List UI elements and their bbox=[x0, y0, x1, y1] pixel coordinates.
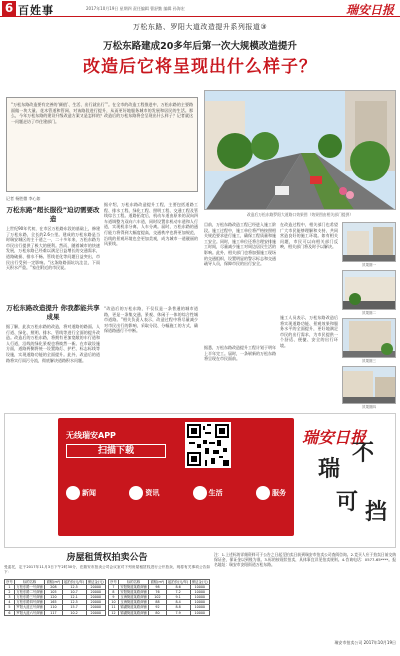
table-row: 7 安阳街道某路商铺 98 8.6 10000 bbox=[109, 585, 210, 590]
table-header-row: 序号 标的名称 面积(m²) 起拍价(元/年) 保证金(元) bbox=[6, 580, 104, 584]
feature-info[interactable]: 资讯 bbox=[129, 486, 159, 500]
table-row: 12 锦湖街道某路商铺 80 7.9 10000 bbox=[109, 610, 210, 615]
intro-box bbox=[6, 97, 198, 192]
auction-intro: 受委托，定于2017年11月3日下午2时30分，在瑞安市拍卖公司会议室对下列房屋租赁权进行公开拍卖，现将有关事项公告如下： bbox=[4, 565, 210, 574]
subtitle: 万松东路建成20多年后第一次大规模改造提升 bbox=[103, 41, 297, 52]
table-row: 10 玉海街道某路商铺 88 8.4 10000 bbox=[109, 600, 210, 605]
auction-table-right bbox=[108, 579, 210, 616]
table-row: 9 玉海街道某路商铺 102 9.1 10000 bbox=[109, 595, 210, 600]
auction-notice bbox=[4, 550, 210, 652]
series-title: 万松东路、罗阳大道改造提升系列报道③ bbox=[132, 23, 268, 31]
thumbnail-caption-4: 效果图四 bbox=[362, 405, 376, 409]
section-title: 百姓事 bbox=[18, 4, 54, 17]
article-column-3 bbox=[204, 222, 276, 407]
column-1-paragraph-2: 据了解，此次万松东路的改造，将对道路的路面、人行道、绿化、照明、排水、管线等进行全面的提升改造。改造后的万松东路，将拥有更加宽敞的车行道和人行道，沿线的绿化景观也将焕然一新。在市政设施方面，道路两侧将统一设置路灯、护栏、标志标线等设施，实现道路功能的全面提升。此外，改造后的道路将实行雨污分流，彻底解决道路积水问题。 bbox=[6, 324, 100, 363]
section-heading-2: 万松东路改造提升 你我都能共享成果 bbox=[6, 304, 100, 321]
slogan-char-2: 不 bbox=[352, 441, 375, 466]
scan-download-button[interactable]: 扫描下载 bbox=[66, 444, 166, 458]
auction-footer: 瑞安市拍卖公司 2017年10月19日 bbox=[334, 640, 396, 645]
main-title: 改造后它将呈现出什么样子？ bbox=[83, 57, 317, 77]
thumbnail-image-4 bbox=[342, 366, 396, 404]
column-2-paragraph-2: “改造后的万松东路，不仅仅是一条普通的城市道路，更是一条集交通、景观、休闲于一体的综合性城市道路。”相关负责人表示，改造过程中将尽量减少对市民出行的影响，采取分段、分幅施工的方式，确保道路通行不中断。 bbox=[104, 306, 198, 334]
table-row: 4 万松东路四号商铺 165 12.5 20000 bbox=[5, 600, 106, 605]
table-row: 6 罗阳大道六号商铺 117 10.2 20000 bbox=[5, 610, 106, 615]
thumbnail-caption-3: 效果图三 bbox=[362, 359, 376, 363]
thumbnail-caption-2: 效果图二 bbox=[362, 311, 376, 315]
thumbnail-image-2 bbox=[342, 270, 396, 310]
photo-caption: 改造后万松东路罗阳大道路口效果图（效果图由相关部门提供） bbox=[246, 212, 354, 217]
slogan-char-4: 挡 bbox=[365, 500, 388, 525]
section-heading-1: 万松东路“超长服役”迫切需要改造 bbox=[6, 206, 100, 223]
table-row: 5 罗阳大道五号商铺 110 15.7 20000 bbox=[5, 605, 106, 610]
thumbnail-image-3 bbox=[342, 318, 396, 358]
byline: 记者 杨胜微 李心如 bbox=[6, 196, 41, 201]
auction-notes bbox=[214, 552, 396, 652]
intro-text: “万松东路改造要有完善的‘颜值’、生活、出行就出行’”。在全市的改造工程推进中，万松东路的主要路面做一块大量、花木管道和管网、对该路段进行提升，从而更好地服务城市的发展和居民的生活。那么，今年万松东路的建设升级改造方案又是怎样的？改造后的万松东路将会呈现出什么样子？记者就这一问题走访了市住建部门。 bbox=[11, 102, 193, 124]
feature-news[interactable]: 新闻 bbox=[66, 486, 96, 500]
article-column-2 bbox=[104, 202, 198, 407]
table-row: 11 锦湖街道某路商铺 92 8.8 10000 bbox=[109, 605, 210, 610]
newspaper-logo: 瑞安日报 bbox=[345, 3, 394, 17]
info-icon bbox=[129, 486, 143, 500]
service-icon bbox=[256, 486, 270, 500]
column-2-paragraph-1: 据介绍，万松东路改造提升工程，主要包括道路工程、排水工程、绿化工程、照明工程、交通工程及管线综合工程。道路拓宽后，机动车道由原来的双向四车道调整为双向六车道，同时设置非机动车道和人行道，实现机非分离、人车分离。届时，万松东路的通行能力将得到大幅度提高，交通秩序也将更加规范，沿线的景观环境也会更加美观，成为城市一道靓丽的风景线。 bbox=[104, 202, 198, 247]
qr-code[interactable] bbox=[185, 422, 231, 468]
table-row: 1 万松东路一号商铺 208 12.5 20000 bbox=[5, 585, 106, 590]
auction-title: 房屋租赁权拍卖公告 bbox=[66, 553, 148, 563]
slogan-char-1: 瑞 bbox=[318, 457, 341, 482]
app-feature-icons bbox=[66, 486, 286, 500]
table-row: 8 安阳街道某路商铺 76 7.2 10000 bbox=[109, 590, 210, 595]
auction-table-left bbox=[4, 579, 106, 616]
column-1-paragraph-1: 上世纪90年代初，在市区万松路东段的基础上，修建了万松东路，全长约2.6公里。建成的万松东路是当时瑞安城区的主干道之一，二十多年来，万松东路为市民出行提供了极大的便利。然而，随着城市的快速发展，万松东路已经难以满足日益增长的交通需求，道路破损、排水不畅、管线老化等问题日益突出，市民出行受到一定影响。“这条路路面坑坑洼洼，下雨天积水严重。”家住附近的市民说。 bbox=[6, 226, 100, 271]
column-4-paragraph-1: 在改造过程中，相关部门也希望广大市民能够理解和支持，共同营造良好的施工环境。如有相关问题，市民可以向相关部门反映，相关部门将及时予以解决。 bbox=[280, 222, 338, 250]
column-4-paragraph-2: 施工人员表示，万松东路改造后将实现道路功能、景观效果和服务水平的全面提升，更好地满足市民的出行需求，为市民提供一个舒适、便捷、安全的出行环境。 bbox=[280, 315, 338, 348]
table-row: 2 万松东路二号商铺 105 10.7 20000 bbox=[5, 590, 106, 595]
auction-notes-text: 注：1.上述标的详细资料可于公告之日起至拍卖日前到瑞安市拍卖公司查阅咨询。2.竞买人应于拍卖日前交纳保证金，保证金以到账为准。3.标的按现状拍卖，具体事宜详见拍卖规则。4.咨询电话：0577-65****。报名地址：瑞安市安阳街道万松东路。 bbox=[214, 552, 396, 567]
header-meta: 2017年10月19日 星期四 责任编辑 曹舒勤 编辑 孙海宏 bbox=[86, 6, 185, 11]
life-icon bbox=[193, 486, 207, 500]
table-row: 3 万松东路三号商铺 120 12.1 20000 bbox=[5, 595, 106, 600]
feature-life[interactable]: 生活 bbox=[193, 486, 223, 500]
page-number: 6 bbox=[2, 1, 16, 16]
slogan-char-3: 可 bbox=[336, 490, 359, 515]
article-column-1 bbox=[6, 202, 100, 407]
brand-seal: 瑞安日报 bbox=[302, 428, 367, 447]
column-3-paragraph-1: 目前，万松东路改造工程已经进入施工阶段。施工过程中，施工单位将严格按照相关规范要求进行施工，确保工程质量和施工安全。同时，施工单位还将合理安排施工时间，尽量减少施工对周边居民生活的影响。此外，相关部门也将加强施工现场的交通组织，设置明显的警示标志和交通疏导人员，保障市民的出行安全。 bbox=[204, 222, 276, 267]
table-header-row: 序号 标的名称 面积(m²) 起拍价(元/年) 保证金(元) bbox=[110, 580, 208, 584]
thumbnail-image-1 bbox=[342, 222, 396, 262]
column-3-paragraph-2: 据悉，万松东路改造提升工程计划于明年上半年完工。届时，一条崭新的万松东路将呈现在市民面前。 bbox=[204, 345, 276, 362]
street-rendering-image bbox=[204, 90, 396, 210]
article-column-4 bbox=[280, 222, 338, 407]
thumbnail-caption-1: 效果图一 bbox=[362, 263, 376, 267]
news-icon bbox=[66, 486, 80, 500]
feature-service[interactable]: 服务 bbox=[256, 486, 286, 500]
app-title: 无线瑞安APP bbox=[66, 431, 116, 440]
page-header bbox=[0, 0, 400, 17]
